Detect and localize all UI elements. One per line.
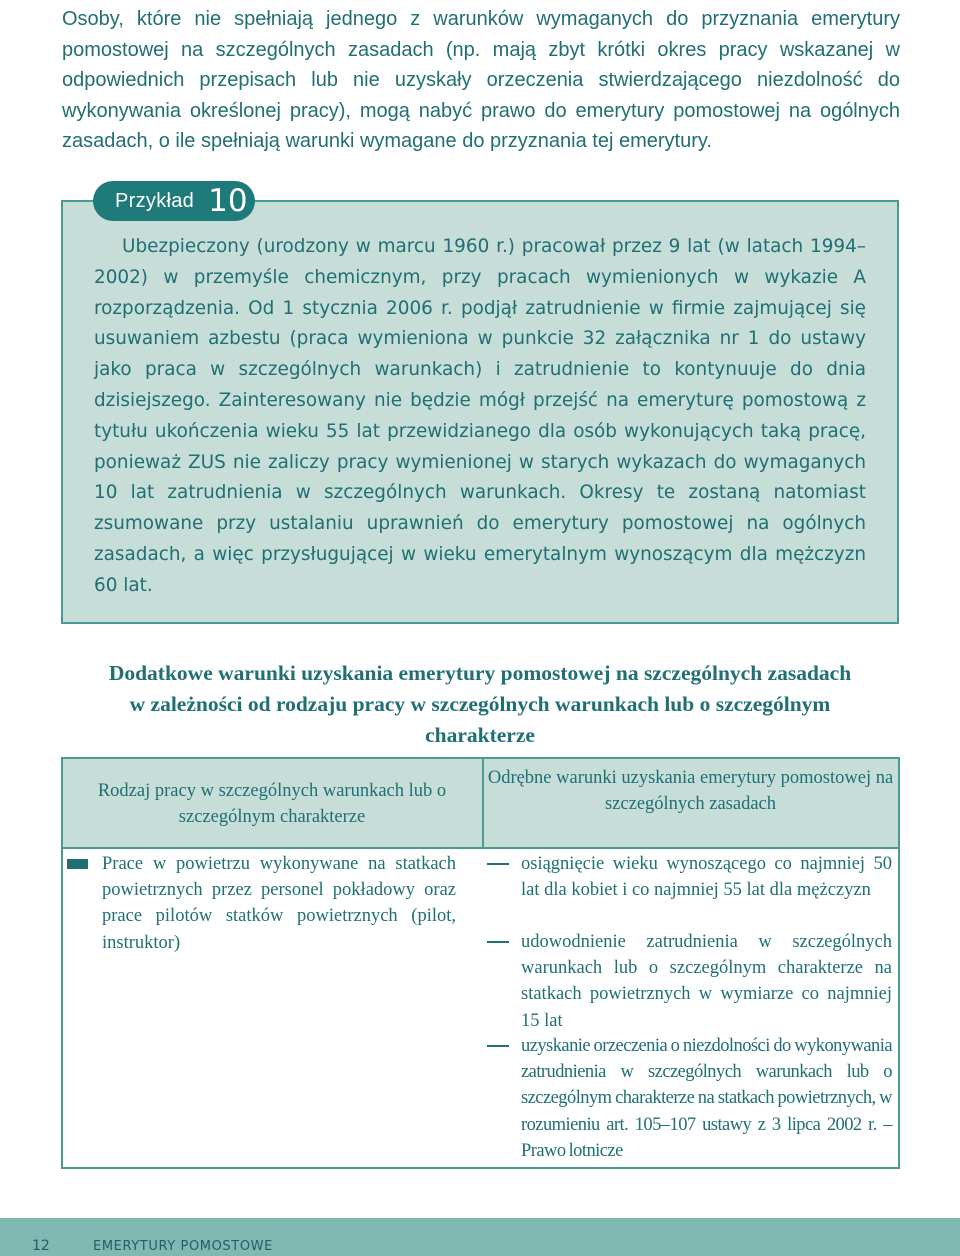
page-number: 12	[32, 1238, 50, 1254]
table-work-type: Prace w powietrzu wykonywane na statkach powietrznych przez personel pokładowy oraz prace pilotów statków powietrznych (pilot, instruktor)	[102, 854, 456, 953]
condition-text: osiągnięcie wieku wynoszącego co najmniej 50 lat dla kobiet i co najmniej 55 lat dla mężczyzn	[521, 854, 892, 901]
dash-bullet-icon	[487, 1045, 509, 1047]
condition-text: udowodnienie zatrudnienia w szczególnych warunkach lub o szczególnym charakterze na statkach powietrznych w wymiarze co najmniej 15 lat	[521, 932, 892, 1031]
dash-bullet-icon	[487, 863, 509, 865]
example-tab	[93, 181, 255, 221]
square-bullet-icon	[67, 859, 88, 869]
table-header-left: Rodzaj pracy w szczególnych warunkach lub o szczególnym charakterze	[97, 781, 447, 828]
condition-text: uzyskanie orzeczenia o niezdolności do wykonywania zatrudnienia w szczególnych warunkach lub o szczególnym charakterze na statkach powietrznych, w rozumieniu art. 105–107 ustawy z 3 lipca 2002 r. – Prawo lotnicze	[521, 1036, 892, 1161]
intro-paragraph: Osoby, które nie spełniają jednego z warunków wymaganych do przyznania emerytury pomostowej na szczególnych zasadach (np. mają zbyt krótki okres pracy wskazanej w odpowiednich przepisach lub nie uzyskały orzeczenia stwierdzającego niezdolność do wykonywania określonej pracy), mogą nabyć prawo do emerytury pomostowej na ogólnych zasadach, o ile spełniają warunki wymagane do przyznania tej emerytury.	[62, 8, 900, 153]
table-header-right: Odrębne warunki uzyskania emerytury pomostowej na szczególnych zasadach	[487, 768, 894, 815]
dash-bullet-icon	[487, 941, 509, 943]
page-footer	[0, 1218, 960, 1256]
section-title: Dodatkowe warunki uzyskania emerytury pomostowej na szczególnych zasadach w zależności od rodzaju pracy w szczególnych warunkach lub o szczególnym charakterze	[108, 661, 852, 747]
running-title: EMERYTURY POMOSTOWE	[93, 1239, 273, 1254]
example-label: Przykład	[115, 189, 195, 212]
example-text: Ubezpieczony (urodzony w marcu 1960 r.) pracował przez 9 lat (w latach 1994–2002) w przemyśle chemicznym, przy pracach wymienionych w wykazie A rozporządzenia. Od 1 stycznia 2006 r. podjął zatrudnienie w firmie zajmującej się usuwaniem azbestu (praca wymieniona w punkcie 32 załącznika nr 1 do ustawy jako praca w szczególnych warunkach) i zatrudnienie to kontynuuje do dnia dzisiejszego. Zainteresowany nie będzie mógł przejść na emeryturę pomostową z tytułu ukończenia wieku 55 lat przewidzianego dla osób wykonujących taką pracę, ponieważ ZUS nie zaliczy pracy wymienionej w starych wykazach do wymaganych 10 lat zatrudnienia w szczególnych warunkach. Okresy te zostaną natomiast zsumowane przy ustalaniu uprawnień do emerytury pomostowej na ogólnych zasadach, a więc przysługującej w wieku emerytalnym wynoszącym dla mężczyzn 60 lat.	[94, 236, 866, 596]
example-number: 10	[208, 183, 248, 219]
